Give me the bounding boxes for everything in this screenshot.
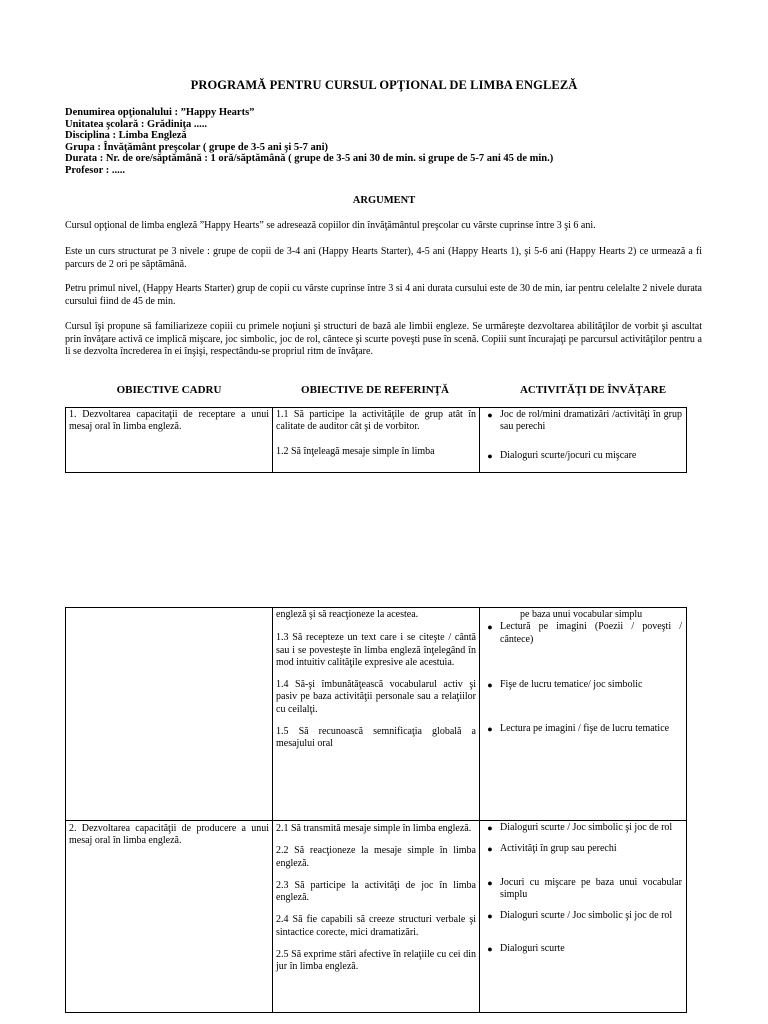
objectives-table-page2 <box>65 607 687 1013</box>
argument-heading: ARGUMENT <box>352 195 416 206</box>
meta-duration: Durata : Nr. de ore/săptămână : 1 oră/săptămână ( grupe de 3-5 ani 30 de min. si grupe de 5-7 ani 45 de min.) <box>65 153 554 165</box>
objective-ref-2-1: 2.1 Să transmită mesaje simple în limba engleză. <box>276 823 472 834</box>
bullet-icon: ● <box>487 679 493 690</box>
table-row <box>66 608 687 821</box>
meta-discipline: Disciplina : Limba Engleză <box>65 130 187 142</box>
bullet-icon: ● <box>487 911 493 922</box>
column-header-cadru: OBIECTIVE CADRU <box>116 384 222 396</box>
cadru-cell <box>66 408 273 473</box>
meta-group: Grupa : Învăţământ preşcolar ( grupe de 3-5 ani şi 5-7 ani) <box>65 141 328 153</box>
argument-paragraph-2: Este un curs structurat pe 3 nivele : grupe de copii de 3-4 ani (Happy Hearts Starter), 4-5 ani (Happy Hearts 1), şi 5-6 ani (Happy Hearts 2) ce urmează a fi parcurs de 2 ori pe săptămână. <box>65 246 702 270</box>
table-row <box>66 408 687 473</box>
meta-school-unit: Unitatea şcolară : Grădiniţa ..... <box>65 118 208 130</box>
objective-ref-1-3: 1.3 Să recepteze un text care i se citeşte / cântă sau i se povesteşte în limba engleză înţelegând în mod intuitiv calităţile expresive ale acestuia. <box>276 632 476 668</box>
list-item: ● Dialoguri scurte <box>480 943 686 955</box>
meta-optional-name: Denumirea opţionalului : ”Happy Hearts” <box>65 107 255 118</box>
ref-cell <box>273 821 480 1013</box>
list-item: ● Activităţi în grup sau perechi <box>480 843 686 855</box>
bullet-icon: ● <box>487 622 493 633</box>
list-item: ● Joc de rol/mini dramatizări /activităţi în grup sau perechi <box>480 409 686 434</box>
list-item: ● Lectură pe imagini (Poezii / poveşti / cântece) <box>480 621 686 646</box>
objective-ref-1-2-cont: engleză şi să reacţioneze la acestea. <box>276 609 419 620</box>
bullet-icon: ● <box>487 724 493 735</box>
bullet-icon: ● <box>487 410 493 420</box>
objective-ref-2-2: 2.2 Să reacţioneze la mesaje simple în limba engleză. <box>276 845 476 869</box>
bullet-icon: ● <box>487 877 493 888</box>
objective-ref-1-5: 1.5 Să recunoască semnificaţia globală a mesajului oral <box>276 726 476 750</box>
objective-cadru-2: 2. Dezvoltarea capacităţii de producere a unui mesaj oral în limba engleză. <box>69 823 269 847</box>
table-row <box>66 821 687 1013</box>
page-title: PROGRAMĂ PENTRU CURSUL OPŢIONAL DE LIMBA ENGLEZĂ <box>190 78 578 92</box>
objective-ref-1-1: 1.1 Să participe la activităţile de grup atât în calitate de auditor cât şi de vorbitor. <box>276 409 476 433</box>
activity-cont: pe baza unui vocabular simplu <box>520 609 643 620</box>
list-item: ● Jocuri cu mişcare pe baza unui vocabular simplu <box>480 877 686 902</box>
objective-ref-2-4: 2.4 Să fie capabili să creeze structuri verbale şi sintactice corecte, mici dramatizări. <box>276 914 476 938</box>
bullet-icon: ● <box>487 944 493 955</box>
bullet-icon: ● <box>487 450 493 461</box>
ref-cell <box>273 408 480 473</box>
column-header-referinta: OBIECTIVE DE REFERINŢĂ <box>301 384 449 396</box>
bullet-icon: ● <box>487 823 493 833</box>
act-cell <box>480 821 687 1013</box>
objective-ref-2-5: 2.5 Să exprime stări afective în relaţiile cu cei din jur în limba engleză. <box>276 949 476 973</box>
meta-teacher: Profesor : ..... <box>65 165 125 176</box>
objectives-table-page1 <box>65 407 687 473</box>
act-cell <box>480 608 687 821</box>
bullet-icon: ● <box>487 844 493 855</box>
objective-ref-1-4: 1.4 Să-şi îmbunătăţească vocabularul activ şi pasiv pe baza activităţii personale sau a relaţiilor cu ceilalţi. <box>276 679 476 715</box>
list-item: ● Lectura pe imagini / fişe de lucru tematice <box>480 723 686 735</box>
list-item: ● Dialoguri scurte / Joc simbolic şi joc de rol <box>480 822 686 834</box>
cadru-cell <box>66 608 273 821</box>
list-item: ● Dialoguri scurte/jocuri cu mişcare <box>480 450 686 462</box>
argument-paragraph-1: Cursul opţional de limba engleză ”Happy Hearts” se adresează copiilor din învăţământul preşcolar cu vârste cuprinse între 3 şi 6 ani. <box>65 220 596 231</box>
column-header-activitati: ACTIVITĂŢI DE ÎNVĂŢARE <box>519 384 667 396</box>
act-cell <box>480 408 687 473</box>
objective-cadru-1: 1. Dezvoltarea capacitaţii de receptare a unui mesaj oral în limba engleză. <box>69 409 269 433</box>
argument-paragraph-3: Petru primul nivel, (Happy Hearts Starter) grup de copii cu vârste cuprinse între 3 si 4 ani durata cursului este de 30 de min, iar pentru celelalte 2 nivele durata cursului fiind de 45 de min. <box>65 283 702 307</box>
objective-ref-2-3: 2.3 Să participe la activităţi de joc în limba engleză. <box>276 879 476 904</box>
list-item: ● Fişe de lucru tematice/ joc simbolic <box>480 679 686 691</box>
ref-cell <box>273 608 480 821</box>
objective-ref-1-2: 1.2 Să înţeleagă mesaje simple în limba <box>276 445 435 457</box>
argument-paragraph-4: Cursul îşi propune să familiarizeze copiii cu primele noţiuni şi structuri de bază ale limbii engleze. Se urmăreşte dezvoltarea abilităţilor de vorbit şi ascultat prin învăţare activă ce implică mişcare, joc simbolic, joc de rol, cântece şi scurte poveşti puse în scenă. Copiii sunt încurajaţi pe parcursul activităţilor pentru a li se dezvolta încrederea în ei înşişi, respectându-se propriul ritm de învăţare. <box>65 321 702 357</box>
cadru-cell <box>66 821 273 1013</box>
list-item: ● Dialoguri scurte / Joc simbolic şi joc de rol <box>480 910 686 922</box>
